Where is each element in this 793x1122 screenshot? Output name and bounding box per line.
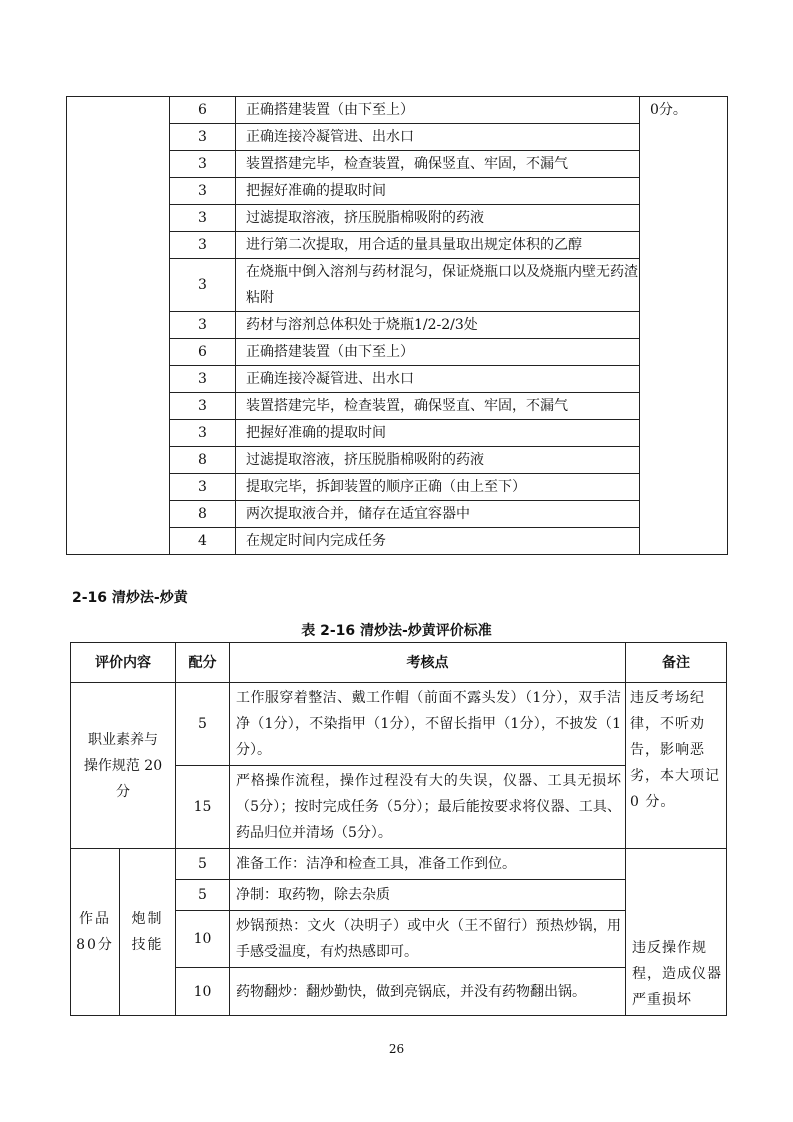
criterion-cell: 过滤提取溶液，挤压脱脂棉吸附的药液 [236,205,640,232]
score-cell: 3 [170,178,236,205]
score-cell: 3 [170,312,236,339]
header-note: 备注 [626,643,727,683]
criterion-cell: 把握好准确的提取时间 [236,178,640,205]
score-cell: 15 [176,766,230,849]
criterion-cell: 正确连接冷凝管进、出水口 [236,366,640,393]
criterion-cell: 正确连接冷凝管进、出水口 [236,124,640,151]
criterion-cell: 过滤提取溶液，挤压脱脂棉吸附的药液 [236,447,640,474]
section-heading: 2-16 清炒法-炒黄 [72,590,188,606]
score-cell: 8 [170,447,236,474]
note-professional: 违反考场纪律，不听劝告，影响恶劣，本大项记0 分。 [626,683,727,849]
criterion-cell: 提取完毕，拆卸装置的顺序正确（由上至下） [236,474,640,501]
score-cell: 3 [170,124,236,151]
criterion-cell: 药物翻炒：翻炒勤快，做到亮锅底，并没有药物翻出锅。 [230,968,626,1016]
score-cell: 3 [170,474,236,501]
score-cell: 5 [176,683,230,766]
criterion-cell: 严格操作流程，操作过程没有大的失误，仪器、工具无损坏（5分）；按时完成任务（5分）；最后能按要求将仪器、工具、药品归位并清场（5分）。 [230,766,626,849]
criterion-cell: 净制：取药物，除去杂质 [230,880,626,911]
note-cell: 0分。 [640,97,728,555]
score-cell: 3 [170,205,236,232]
subcategory-processing-skill: 炮制技能 [120,849,176,1016]
criterion-cell: 在烧瓶中倒入溶剂与药材混匀，保证烧瓶口以及烧瓶内壁无药渣粘附 [236,259,640,312]
header-content: 评价内容 [71,643,176,683]
score-cell: 5 [176,849,230,880]
criterion-cell: 正确搭建装置（由下至上） [236,97,640,124]
score-cell: 10 [176,911,230,968]
criterion-cell: 把握好准确的提取时间 [236,420,640,447]
table-row [71,849,727,880]
score-cell: 3 [170,259,236,312]
criterion-cell: 两次提取液合并，储存在适宜容器中 [236,501,640,528]
criterion-cell: 正确搭建装置（由下至上） [236,339,640,366]
criterion-cell: 炒锅预热：文火（决明子）或中火（王不留行）预热炒锅，用手感受温度，有灼热感即可。 [230,911,626,968]
table-row [71,683,727,766]
evaluation-table [70,642,727,1016]
note-product: 违反操作规程，造成仪器严重损坏 [626,849,727,1016]
score-cell: 3 [170,151,236,178]
criterion-cell: 进行第二次提取，用合适的量具量取出规定体积的乙醇 [236,232,640,259]
criterion-cell: 工作服穿着整洁、戴工作帽（前面不露头发）（1分），双手洁净（1分），不染指甲（1分），不留长指甲（1分），不披发（1分）。 [230,683,626,766]
header-score: 配分 [176,643,230,683]
page-number: 26 [388,1042,405,1056]
score-cell: 5 [176,880,230,911]
score-cell: 3 [170,393,236,420]
category-professional: 职业素养与操作规范 20 分 [71,683,176,849]
table-row [67,97,728,124]
score-cell: 3 [170,420,236,447]
criterion-cell: 装置搭建完毕，检查装置，确保竖直、牢固，不漏气 [236,151,640,178]
category-product: 作品80分 [71,849,120,1016]
score-cell: 3 [170,232,236,259]
criterion-cell: 准备工作：洁净和检查工具，准备工作到位。 [230,849,626,880]
criterion-cell: 在规定时间内完成任务 [236,528,640,555]
score-cell: 4 [170,528,236,555]
score-cell: 10 [176,968,230,1016]
category-cell-empty [67,97,170,555]
score-cell: 3 [170,366,236,393]
table-caption: 表 2-16 清炒法-炒黄评价标准 [301,623,492,639]
score-cell: 6 [170,339,236,366]
score-cell: 6 [170,97,236,124]
criterion-cell: 药材与溶剂总体积处于烧瓶1/2-2/3处 [236,312,640,339]
score-cell: 8 [170,501,236,528]
header-row [71,643,727,683]
header-points: 考核点 [230,643,626,683]
scoring-table-continued [66,96,728,555]
criterion-cell: 装置搭建完毕，检查装置，确保竖直、牢固，不漏气 [236,393,640,420]
